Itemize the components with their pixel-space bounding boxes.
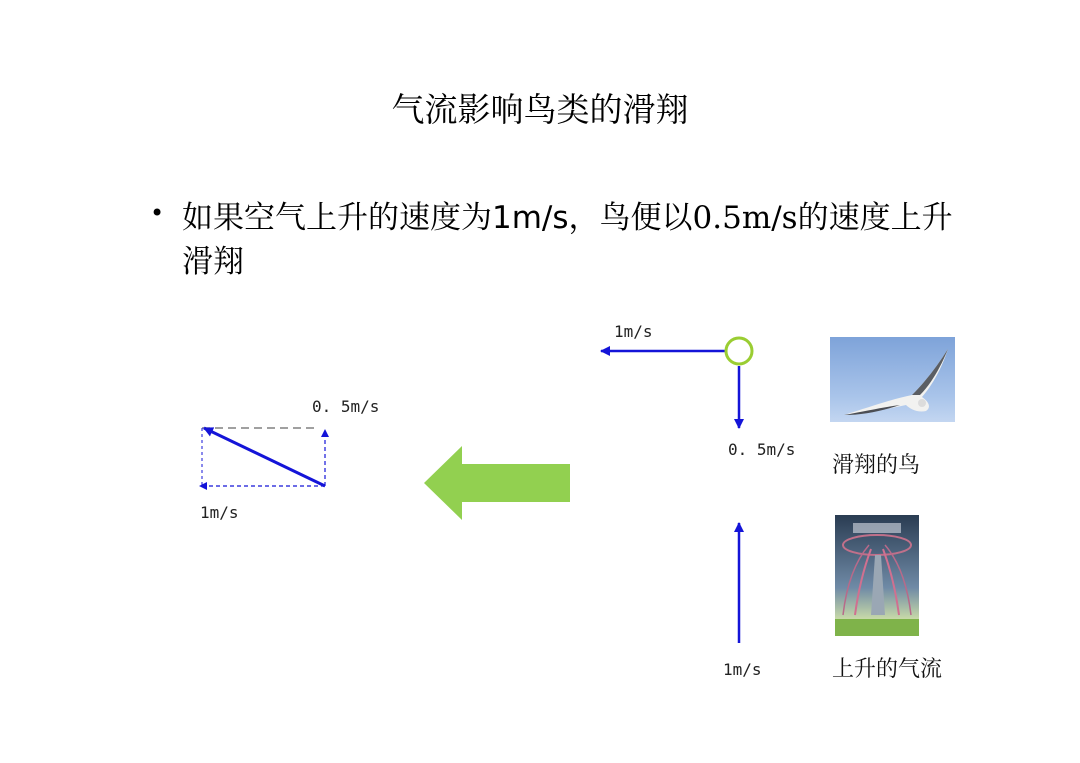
slide-title: 气流影响鸟类的滑翔 (391, 90, 689, 129)
bird-photo-caption: 滑翔的鸟 (832, 453, 921, 478)
bullet-marker: • (150, 199, 165, 227)
vertical-component-label: 0. 5m/s (312, 397, 380, 416)
updraft-photo-caption: 上升的气流 (832, 657, 943, 682)
bullet-text-part1: 如果空气上升的速度为1m/s，鸟便以 (182, 200, 693, 236)
resultant-arrow (204, 428, 325, 486)
updraft-label: 1m/s (723, 660, 762, 679)
gliding-bird-photo (830, 337, 955, 422)
bird-horizontal-label: 1m/s (614, 322, 653, 341)
vector-composition (200, 397, 379, 522)
updraft-vector (723, 523, 762, 679)
bullet-text-part3: 的速度上升滑翔 (182, 200, 953, 280)
green-arrow (424, 446, 570, 520)
updraft-photo (835, 515, 919, 636)
bird-vectors (601, 322, 795, 459)
bird-vertical-label: 0. 5m/s (728, 440, 796, 459)
bird-position-circle (726, 338, 752, 364)
bullet-text-speed: 0.5m/s (692, 200, 798, 236)
horizontal-component-label: 1m/s (200, 503, 239, 522)
